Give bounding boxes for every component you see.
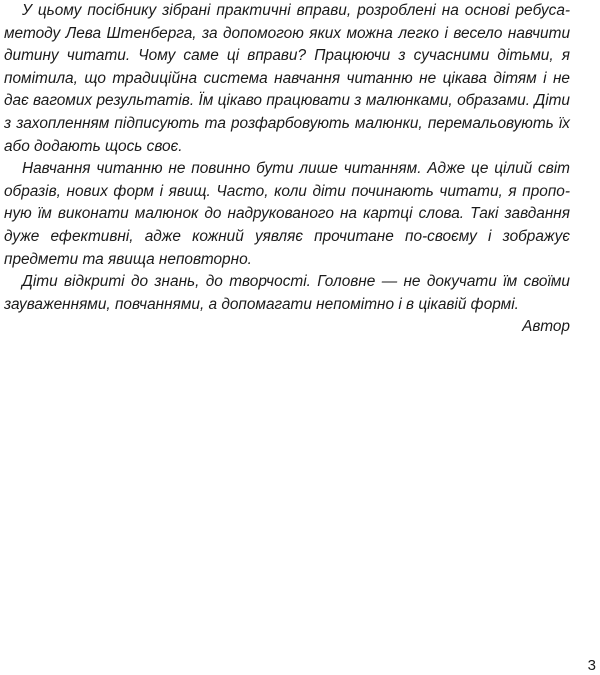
page-number: 3 [587,657,596,674]
paragraph: Навчання читанню не повинно бути лише читанням. Адже це цілий світ образів, нових форм і явищ. Часто, коли діти починають читати, я пропоную їм виконати малюнок до надрукованого на картці слова. Такі завдання дуже ефективні, адже кожний уявляє прочитане по-своєму і зображує предмети та явища неповторно. [4,160,570,268]
paragraph: У цьому посібнику зібрані практичні вправи, розроблені на основі ребуса-методу Лева Штенберга, за допомогою яких можна легко і весело навчити дитину читати. Чому саме ці вправи? Працюючи з сучасними дітьми, я помітила, що традиційна система навчання читанню не цікава дітям і не дає вагомих результатів. Їм цікаво працювати з малюнками, образами. Діти з захопленням підписують та розфарбовують малюнки, перемальовують їх або додають щось своє. [4,2,570,155]
author-signature: Автор [522,318,570,336]
preface-text [4,0,570,339]
paragraph: Діти відкриті до знань, до творчості. Головне — не докучати їм своїми зауваженнями, повчаннями, а допомагати непомітно і в цікавій формі. [4,273,570,313]
